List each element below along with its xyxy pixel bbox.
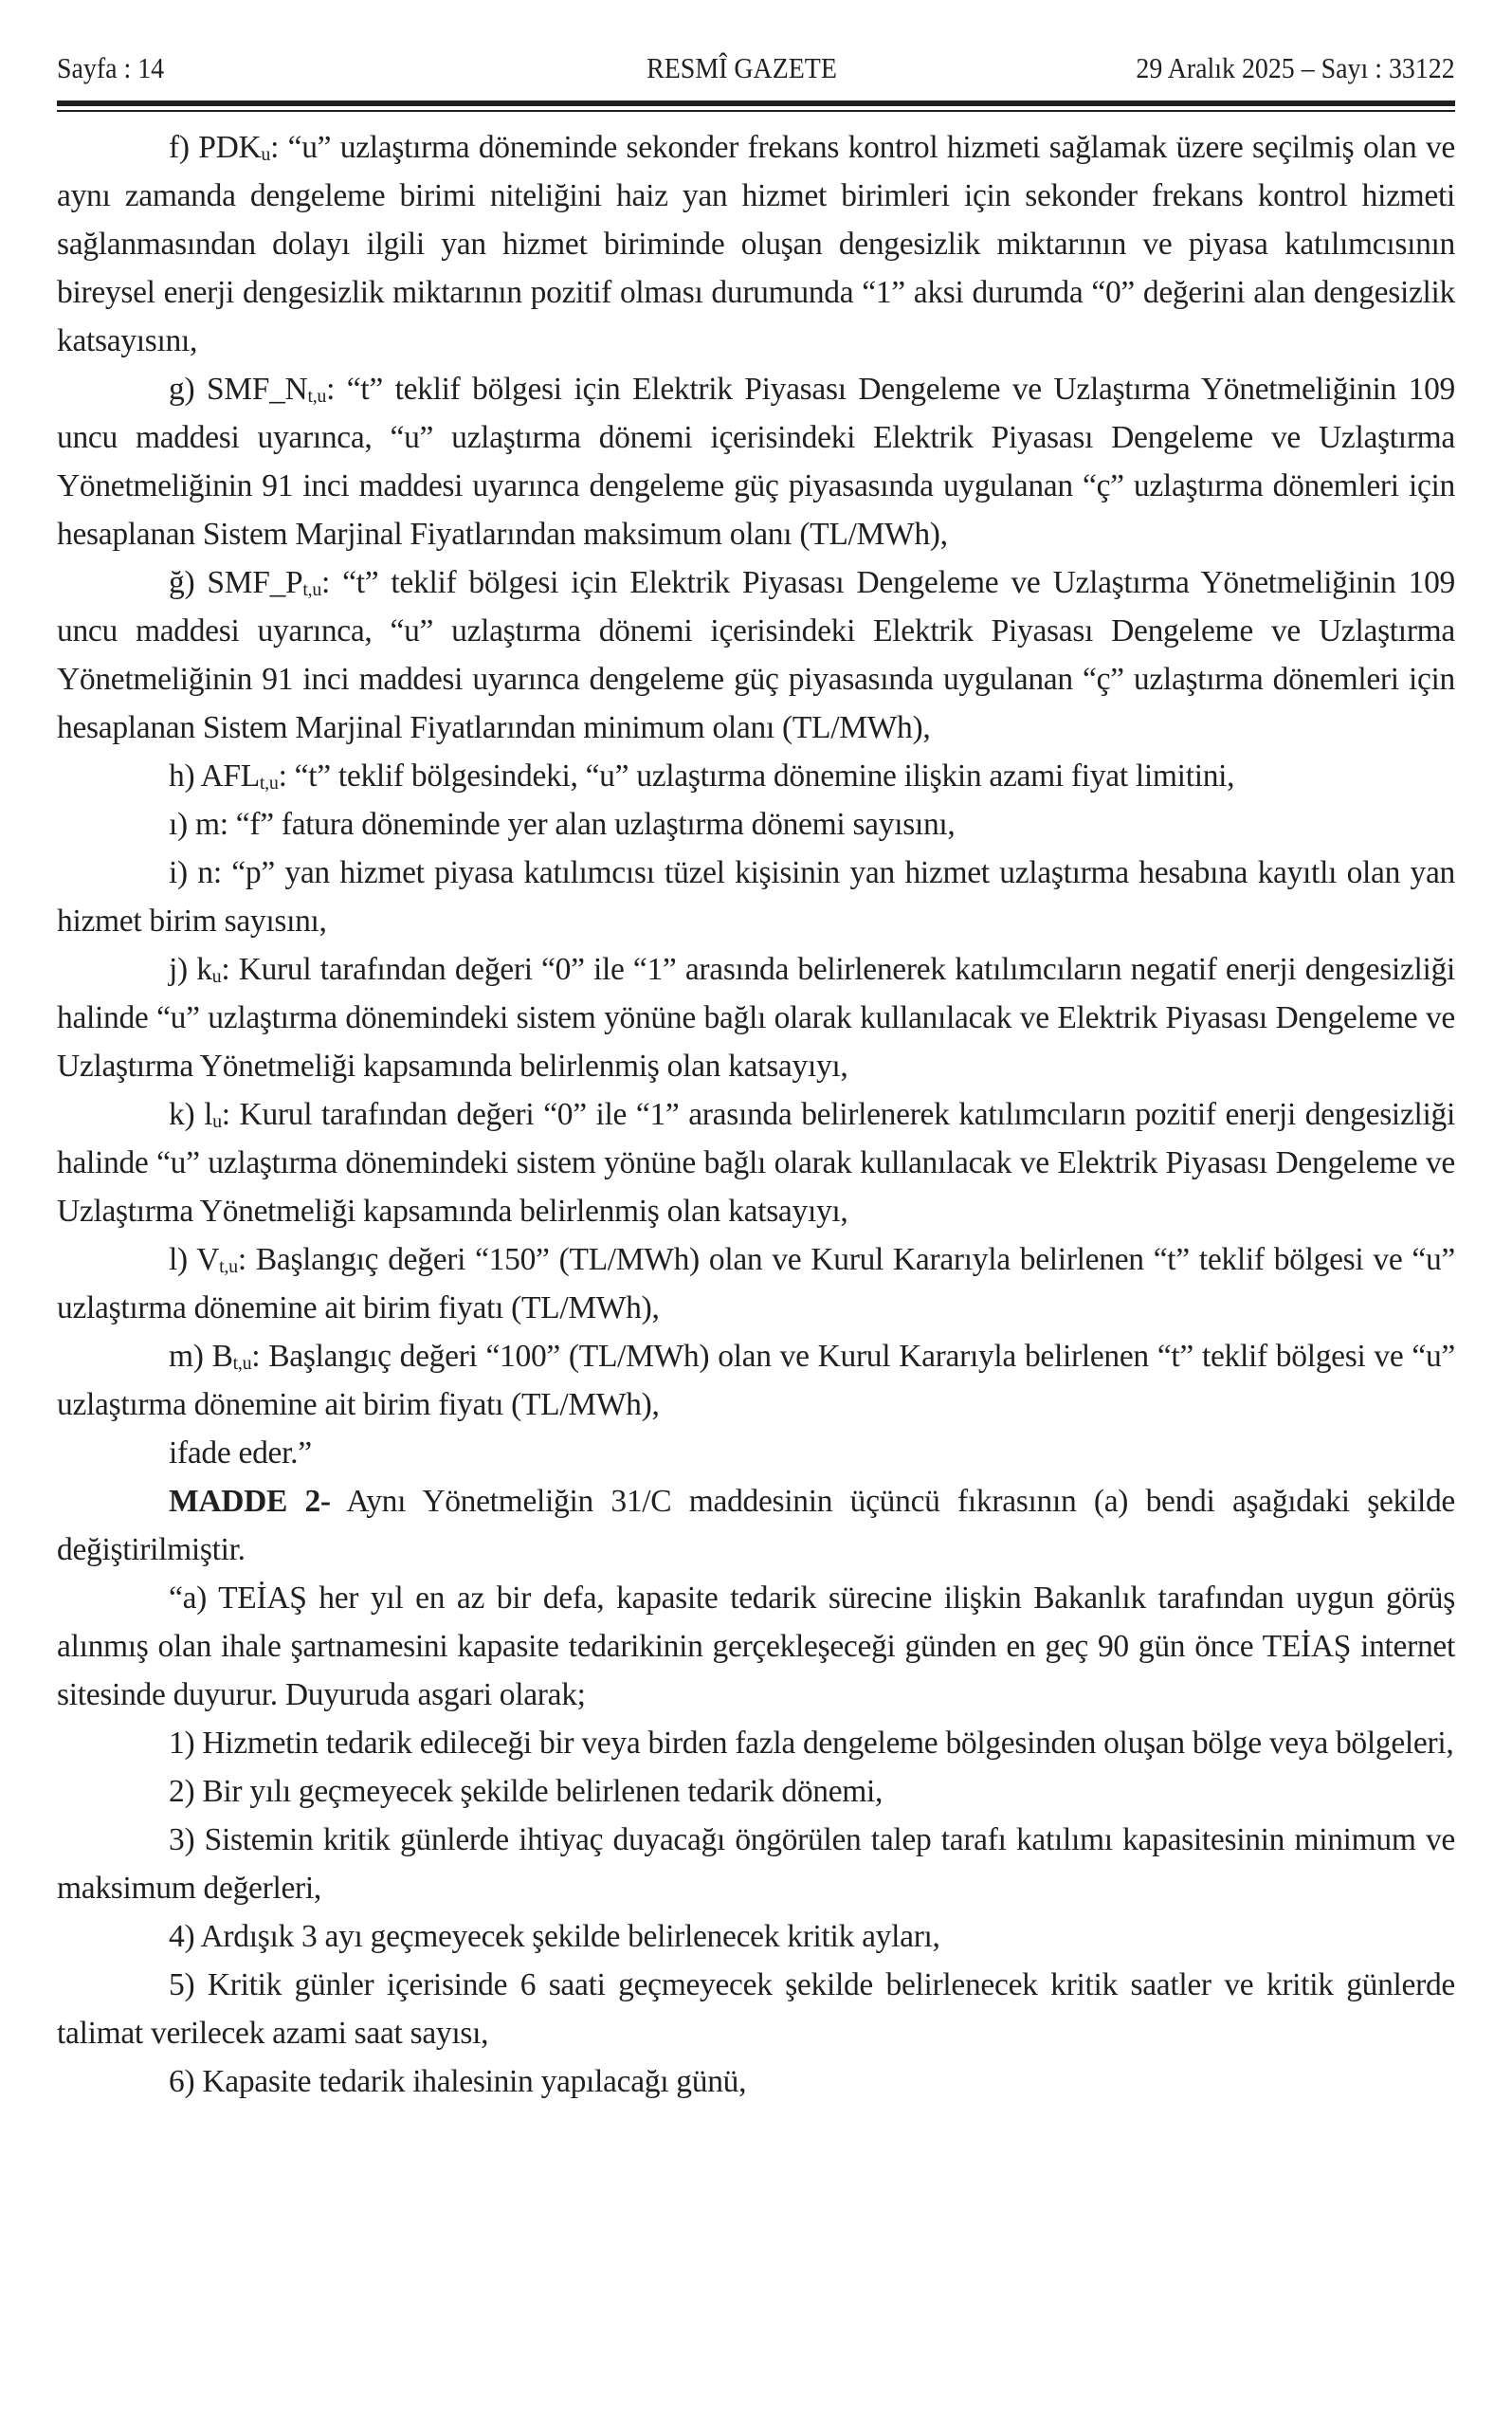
clause-a: “a) TEİAŞ her yıl en az bir defa, kapasite tedarik sürecine ilişkin Bakanlık tarafından uygun görüş alınmış olan ihale şartnamesini kapasite tedarikinin gerçekleşeceği günden en geç 90 gün önce TEİAŞ internet sitesinde duyurur. Duyuruda asgari olarak; xyxy=(57,1580,1455,1712)
article-2: MADDE 2- Aynı Yönetmeliğin 31/C maddesinin üçüncü fıkrasının (a) bendi aşağıdaki şekilde değiştirilmiştir. xyxy=(57,1484,1455,1567)
definition-m: m) $B_{t,u}$: Başlangıç değeri “100” (TL/MWh) olan ve Kurul Kararıyla belirlenen “t” teklif bölgesi ve “u” uzlaştırma dönemine ait birim fiyatı (TL/MWh), xyxy=(57,1339,1455,1422)
list-item: 4) Ardışık 3 ayı geçmeyecek şekilde belirlenecek kritik ayları, xyxy=(169,1919,940,1954)
definition-f: f) $PDK_u$: “u” uzlaştırma döneminde sekonder frekans kontrol hizmeti sağlamak üzere seçilmiş olan ve aynı zamanda dengeleme birimi niteliğini haiz yan hizmet birimleri için sekonder frekans kontrol hizmeti sağlanmasından dolayı ilgili yan hizmet biriminde oluşan dengesizlik miktarının ve piyasa katılımcısının bireysel enerji dengesizlik miktarının pozitif olması durumunda “1” aksi durumda “0” değerini alan dengesizlik katsayısını, xyxy=(57,130,1456,358)
gazette-title: RESMÎ GAZETE xyxy=(647,51,837,84)
list-item: 2) Bir yılı geçmeyecek şekilde belirlenen tedarik dönemi, xyxy=(169,1774,884,1809)
page-header xyxy=(57,49,1455,87)
page-number: Sayfa : 14 xyxy=(57,51,165,84)
list-item: 6) Kapasite tedarik ihalesinin yapılacağı günü, xyxy=(169,2064,747,2099)
definition-j: j) $k_u$: Kurul tarafından değeri “0” ile “1” arasında belirlenerek katılımcıların negatif enerji dengesizliği halinde “u” uzlaştırma dönemindeki sistem yönüne bağlı olarak kullanılacak ve Elektrik Piyasası Dengeleme ve Uzlaştırma Yönetmeliği kapsamında belirlenmiş olan katsayıyı, xyxy=(57,952,1455,1084)
definition-i: i) n: “p” yan hizmet piyasa katılımcısı tüzel kişisinin yan hizmet uzlaştırma hesabına kayıtlı olan yan hizmet birim sayısını, xyxy=(57,855,1455,939)
definition-dotless-i: ı) m: “f” fatura döneminde yer alan uzlaştırma dönemi sayısını, xyxy=(169,807,956,842)
header-rule-thick xyxy=(57,100,1455,106)
definition-l: l) $V_{t,u}$: Başlangıç değeri “150” (TL/MWh) olan ve Kurul Kararıyla belirlenen “t” teklif bölgesi ve “u” uzlaştırma dönemine ait birim fiyatı (TL/MWh), xyxy=(57,1242,1455,1325)
closing-phrase: ifade eder.” xyxy=(169,1435,312,1471)
definition-k: k) $l_u$: Kurul tarafından değeri “0” ile “1” arasında belirlenerek katılımcıların pozitif enerji dengesizliği halinde “u” uzlaştırma dönemindeki sistem yönüne bağlı olarak kullanılacak ve Elektrik Piyasası Dengeleme ve Uzlaştırma Yönetmeliği kapsamında belirlenmiş olan katsayıyı, xyxy=(57,1097,1455,1229)
definition-g-breve: ğ) $SMF\_P_{t,u}$: “t” teklif bölgesi için Elektrik Piyasası Dengeleme ve Uzlaştırma Yönetmeliğinin 109 uncu maddesi uyarınca, “u” uzlaştırma dönemi içerisindeki Elektrik Piyasası Dengeleme ve Uzlaştırma Yönetmeliğinin 91 inci maddesi uyarınca dengeleme güç piyasasında uygulanan “ç” uzlaştırma dönemleri için hesaplanan Sistem Marjinal Fiyatlarından minimum olanı (TL/MWh), xyxy=(57,565,1455,745)
definition-g: g) $SMF\_N_{t,u}$: “t” teklif bölgesi için Elektrik Piyasası Dengeleme ve Uzlaştırma Yönetmeliğinin 109 uncu maddesi uyarınca, “u” uzlaştırma dönemi içerisindeki Elektrik Piyasası Dengeleme ve Uzlaştırma Yönetmeliğinin 91 inci maddesi uyarınca dengeleme güç piyasasında uygulanan “ç” uzlaştırma dönemleri için hesaplanan Sistem Marjinal Fiyatlarından maksimum olanı (TL/MWh), xyxy=(57,372,1455,552)
document-body xyxy=(57,123,1455,2106)
definition-h: h) $AFL_{t,u}$: “t” teklif bölgesindeki, “u” uzlaştırma dönemine ilişkin azami fiyat limitini, xyxy=(169,758,1235,794)
list-item: 1) Hizmetin tedarik edileceği bir veya birden fazla dengeleme bölgesinden oluşan bölge veya bölgeleri, xyxy=(169,1726,1454,1761)
list-item: 3) Sistemin kritik günlerde ihtiyaç duyacağı öngörülen talep tarafı katılımı kapasitesinin minimum ve maksimum değerleri, xyxy=(57,1822,1455,1906)
article-heading: MADDE 2- xyxy=(169,1484,331,1519)
list-item: 5) Kritik günler içerisinde 6 saati geçmeyecek şekilde belirlenecek kritik saatler ve kritik günlerde talimat verilecek azami saat sayısı, xyxy=(57,1967,1455,2051)
header-rule-thin xyxy=(57,110,1455,112)
date-issue: 29 Aralık 2025 – Sayı : 33122 xyxy=(1136,51,1455,84)
